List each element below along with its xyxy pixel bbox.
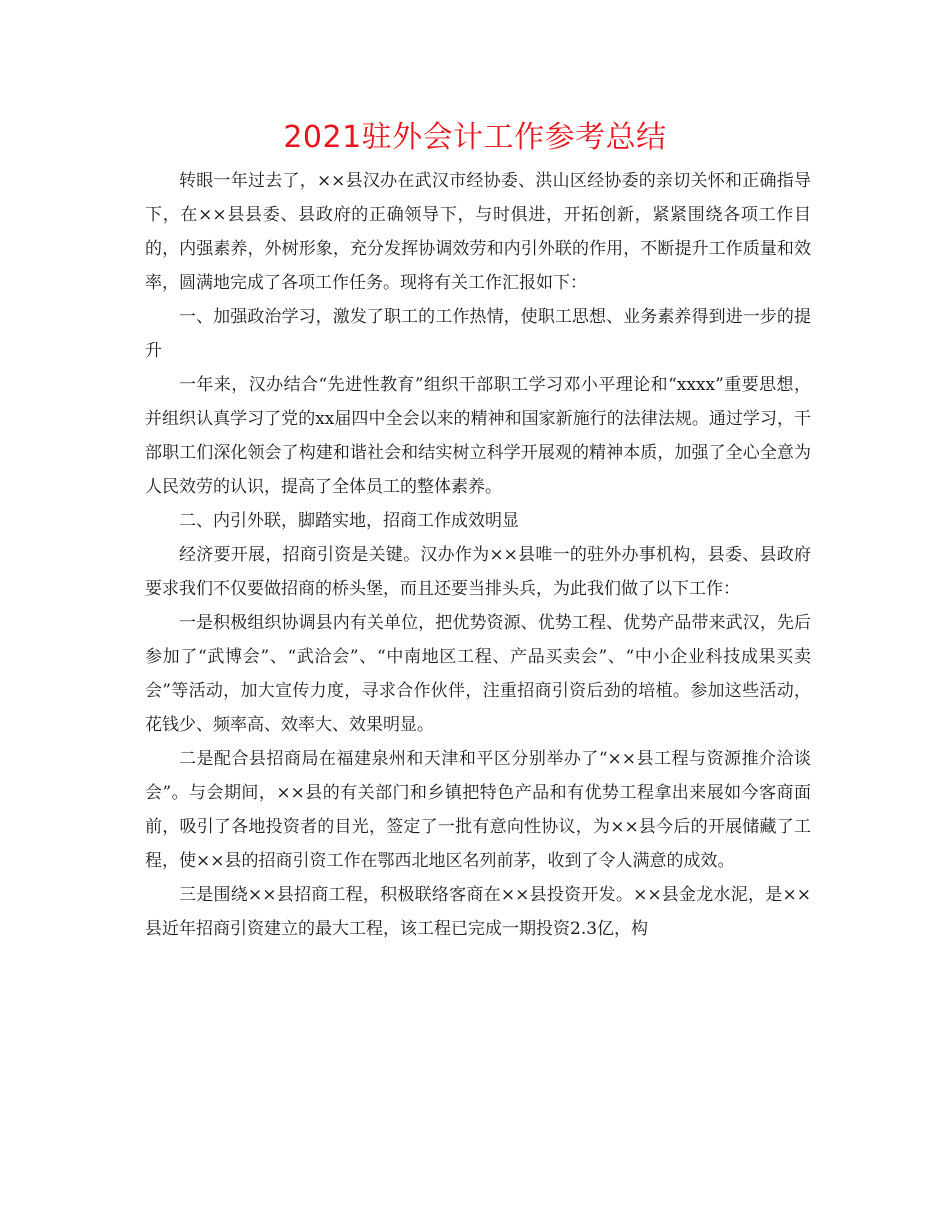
document-body <box>145 164 811 946</box>
paragraph-item-2: 二是配合县招商局在福建泉州和天津和平区分别举办了“××县工程与资源推介洽谈会”。与会期间，××县的有关部门和乡镇把特色产品和有优势工程拿出来展如今客商面前，吸引了各地投资者的目光，签定了一批有意向性协议，为××县今后的开展储藏了工程，使××县的招商引资工作在鄂西北地区名列前茅，收到了令人满意的成效。 <box>145 749 811 871</box>
paragraph-item-1: 一是积极组织协调县内有关单位，把优势资源、优势工程、优势产品带来武汉，先后参加了“武博会”、“武洽会”、“中南地区工程、产品买卖会”、“中小企业科技成果买卖会”等活动，加大宣传力度，寻求合作伙伴，注重招商引资后劲的培植。参加这些活动，花钱少、频率高、效率大、效果明显。 <box>145 613 811 735</box>
paragraph-section-1: 一年来，汉办结合“先进性教育”组织干部职工学习邓小平理论和“xxxx”重要思想，并组织认真学习了党的xx届四中全会以来的精神和国家新施行的法律法规。通过学习，干部职工们深化领会了构建和谐社会和结实树立科学开展观的精神本质，加强了全心全意为人民效劳的认识，提高了全体员工的整体素养。 <box>145 375 811 497</box>
paragraph-section-2: 经济要开展，招商引资是关键。汉办作为××县唯一的驻外办事机构，县委、县政府要求我们不仅要做招商的桥头堡，而且还要当排头兵，为此我们做了以下工作： <box>145 545 811 599</box>
paragraph-item-3: 三是围绕××县招商工程，积极联络客商在××县投资开发。××县金龙水泥，是××县近年招商引资建立的最大工程，该工程已完成一期投资2.3亿，构 <box>145 885 811 939</box>
section-heading-1: 一、加强政治学习，激发了职工的工作热情，使职工思想、业务素养得到进一步的提升 <box>145 307 811 361</box>
section-heading-2: 二、内引外联，脚踏实地，招商工作成效明显 <box>179 511 519 531</box>
document-title: 2021驻外会计工作参考总结 <box>283 120 667 155</box>
paragraph-intro: 转眼一年过去了，××县汉办在武汉市经协委、洪山区经协委的亲切关怀和正确指导下，在××县县委、县政府的正确领导下，与时俱进，开拓创新，紧紧围绕各项工作目的，内强素养，外树形象，充分发挥协调效劳和内引外联的作用，不断提升工作质量和效率，圆满地完成了各项工作任务。现将有关工作汇报如下： <box>145 171 811 293</box>
